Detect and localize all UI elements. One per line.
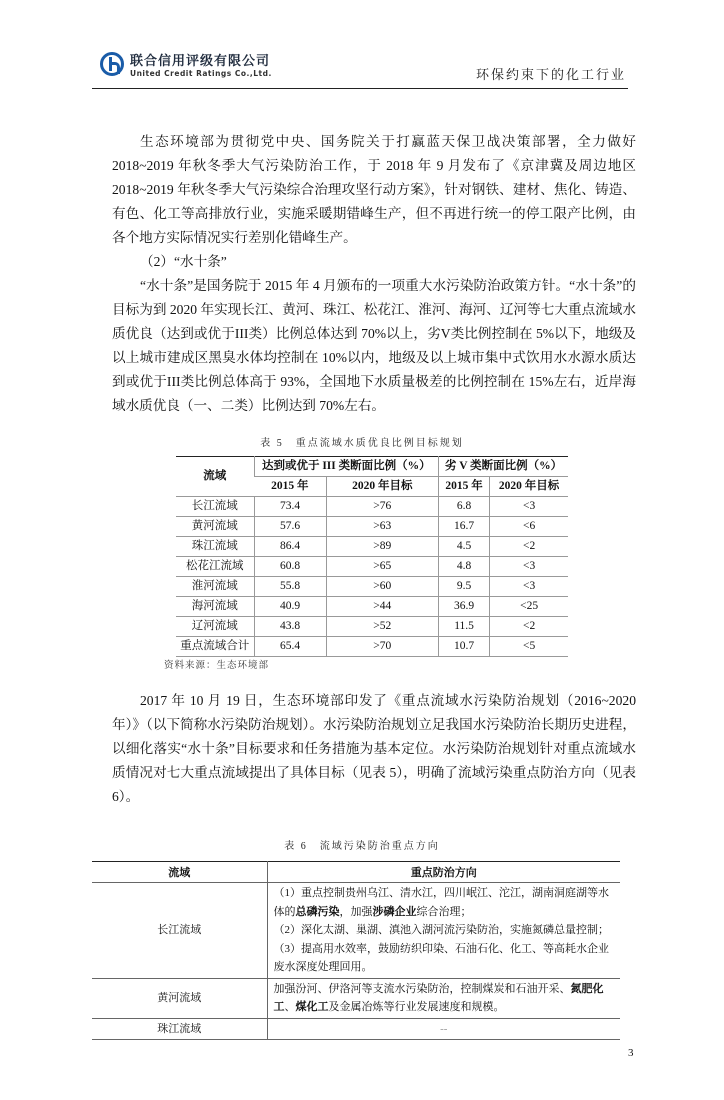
header-cell: 劣 V 类断面比例（%）	[439, 457, 568, 477]
text: 及金属冶炼等行业发展速度和规模。	[328, 1001, 505, 1013]
header-cell: 达到或优于 III 类断面比例（%）	[254, 457, 438, 477]
table-cell: 淮河流域	[176, 577, 254, 597]
table-cell: 57.6	[254, 517, 326, 537]
header-cell: 重点防治方向	[267, 862, 620, 883]
table-row	[92, 883, 620, 979]
table-cell: >44	[326, 597, 438, 617]
table-row	[176, 637, 568, 657]
header-cell: 2020 年目标	[490, 477, 568, 497]
table-cell: <25	[490, 597, 568, 617]
table-cell: 55.8	[254, 577, 326, 597]
table-cell: >76	[326, 497, 438, 517]
table-cell: 10.7	[439, 637, 490, 657]
text: ，加强	[339, 905, 373, 918]
bold-text: 涉磷企业	[372, 905, 417, 918]
table-cell: 长江流域	[176, 497, 254, 517]
table-row	[176, 497, 568, 517]
table-cell: 65.4	[254, 637, 326, 657]
table-cell: 40.9	[254, 597, 326, 617]
table-row	[176, 577, 568, 597]
header-cell: 2020 年目标	[326, 477, 438, 497]
table-cell: >60	[326, 577, 438, 597]
table-cell: <6	[490, 517, 568, 537]
table-cell: <3	[490, 557, 568, 577]
table-cell: 4.5	[439, 537, 490, 557]
header-cell: 2015 年	[254, 477, 326, 497]
text: 、	[284, 1001, 296, 1013]
table-cell: 珠江流域	[176, 537, 254, 557]
table-cell: 6.8	[439, 497, 490, 517]
table-row	[176, 537, 568, 557]
table-cell: 9.5	[439, 577, 490, 597]
text: 加强汾河、伊洛河等支流水污染防治，控制煤炭和石油开采、	[273, 982, 571, 995]
table-row	[176, 617, 568, 637]
basin-cell: 长江流域	[92, 883, 267, 979]
table-cell: <3	[490, 497, 568, 517]
header-cell: 流域	[176, 457, 254, 497]
page-number: 3	[628, 1047, 634, 1059]
table-cell: 43.8	[254, 617, 326, 637]
text: （3）提高用水效率，鼓励纺织印染、石油石化、化工、等高耗水企业废水深度处理回用。	[273, 942, 609, 973]
table-cell: 辽河流域	[176, 617, 254, 637]
header-cell: 2015 年	[439, 477, 490, 497]
company-name-en: United Credit Ratings Co.,Ltd.	[130, 69, 272, 78]
header-cell: 流域	[92, 862, 267, 883]
table-cell: <3	[490, 577, 568, 597]
table-row	[92, 1018, 620, 1040]
table-cell: >70	[326, 637, 438, 657]
table-row	[92, 978, 620, 1018]
text: （2）深化太湖、巢湖、滇池入湖河流污染防治，实施氮磷总量控制；	[273, 924, 609, 936]
table-cell: 60.8	[254, 557, 326, 577]
table-cell: 36.9	[439, 597, 490, 617]
section-heading: （2）“水十条”	[140, 254, 227, 269]
table-row	[176, 557, 568, 577]
table-cell: 重点流域合计	[176, 637, 254, 657]
table-cell: 海河流域	[176, 597, 254, 617]
text: 综合治理；	[416, 905, 472, 918]
table-cell: 11.5	[439, 617, 490, 637]
table-row	[176, 517, 568, 537]
table-cell: 4.8	[439, 557, 490, 577]
direction-cell	[267, 978, 620, 1018]
paragraph: 生态环境部为贯彻党中央、国务院关于打赢蓝天保卫战决策部署，全力做好 2018~2019 年秋冬季大气污染防治工作，于 2018 年 9 月发布了《京津冀及周边地区 2018~2019 年秋冬季大气污染综合治理攻坚行动方案》，针对钢铁、建材、焦化、铸造、有色、化工等高排放行业，实施采暖期错峰生产，但不再进行统一的停工限产比例，由各个地方实际情况实行差别化错峰生产。	[112, 134, 636, 245]
table-cell: <5	[490, 637, 568, 657]
report-title: 环保约束下的化工行业	[475, 67, 626, 82]
body-section-1	[112, 130, 636, 418]
bold-text: 总磷污染	[295, 905, 340, 918]
direction-cell	[267, 1018, 620, 1040]
direction-cell	[267, 883, 620, 979]
table-cell: 16.7	[439, 517, 490, 537]
table5-caption: 表 5 重点流域水质优良比例目标规划	[260, 438, 464, 449]
table5	[176, 456, 568, 657]
body-section-2	[112, 689, 636, 809]
table6	[92, 861, 620, 1040]
bold-text: 煤化工	[295, 1001, 329, 1013]
table-cell: 松花江流域	[176, 557, 254, 577]
table-cell: 黄河流域	[176, 517, 254, 537]
basin-cell: 珠江流域	[92, 1018, 267, 1040]
table6-caption: 表 6 流域污染防治重点方向	[284, 841, 440, 852]
bold-text: 氮肥化工	[273, 982, 604, 1013]
table-cell: <2	[490, 537, 568, 557]
table-cell: >65	[326, 557, 438, 577]
paragraph: “水十条”是国务院于 2015 年 4 月颁布的一项重大水污染防治政策方针。“水十条”的目标为到 2020 年实现长江、黄河、珠江、松花江、淮河、海河、辽河等七大重点流域水质优良（达到或优于III类）比例总体达到 70%以上，劣V类比例控制在 5%以下，地级及以上城市建成区黑臭水体均控制在 10%以内，地级及以上城市集中式饮用水水源水质达到或优于III类比例总体高于 93%，全国地下水质量极差的比例控制在 15%左右，近岸海域水质优良（一、二类）比例达到 70%左右。	[112, 278, 636, 413]
basin-cell: 黄河流域	[92, 978, 267, 1018]
company-name-cn: 联合信用评级有限公司	[130, 54, 271, 69]
table-cell: >52	[326, 617, 438, 637]
table-cell: 86.4	[254, 537, 326, 557]
table-cell: <2	[490, 617, 568, 637]
paragraph: 2017 年 10 月 19 日，生态环境部印发了《重点流域水污染防治规划（2016~2020 年）》（以下简称水污染防治规划）。水污染防治规划立足我国水污染防治长期历史进程，以细化落实“水十条”目标要求和任务措施为基本定位。水污染防治规划针对重点流域水质情况对七大重点流域提出了具体目标（见表 5），明确了流域污染重点防治方向（见表 6）。	[112, 693, 636, 804]
text: --	[440, 1022, 448, 1035]
table-row	[176, 597, 568, 617]
table-cell: >89	[326, 537, 438, 557]
table5-source: 资料来源：生态环境部	[164, 661, 270, 671]
table-cell: >63	[326, 517, 438, 537]
table-cell: 73.4	[254, 497, 326, 517]
text: （1）重点控制贵州乌江、清水江，四川岷江、沱江，湖南洞庭湖等水体的	[273, 887, 609, 918]
